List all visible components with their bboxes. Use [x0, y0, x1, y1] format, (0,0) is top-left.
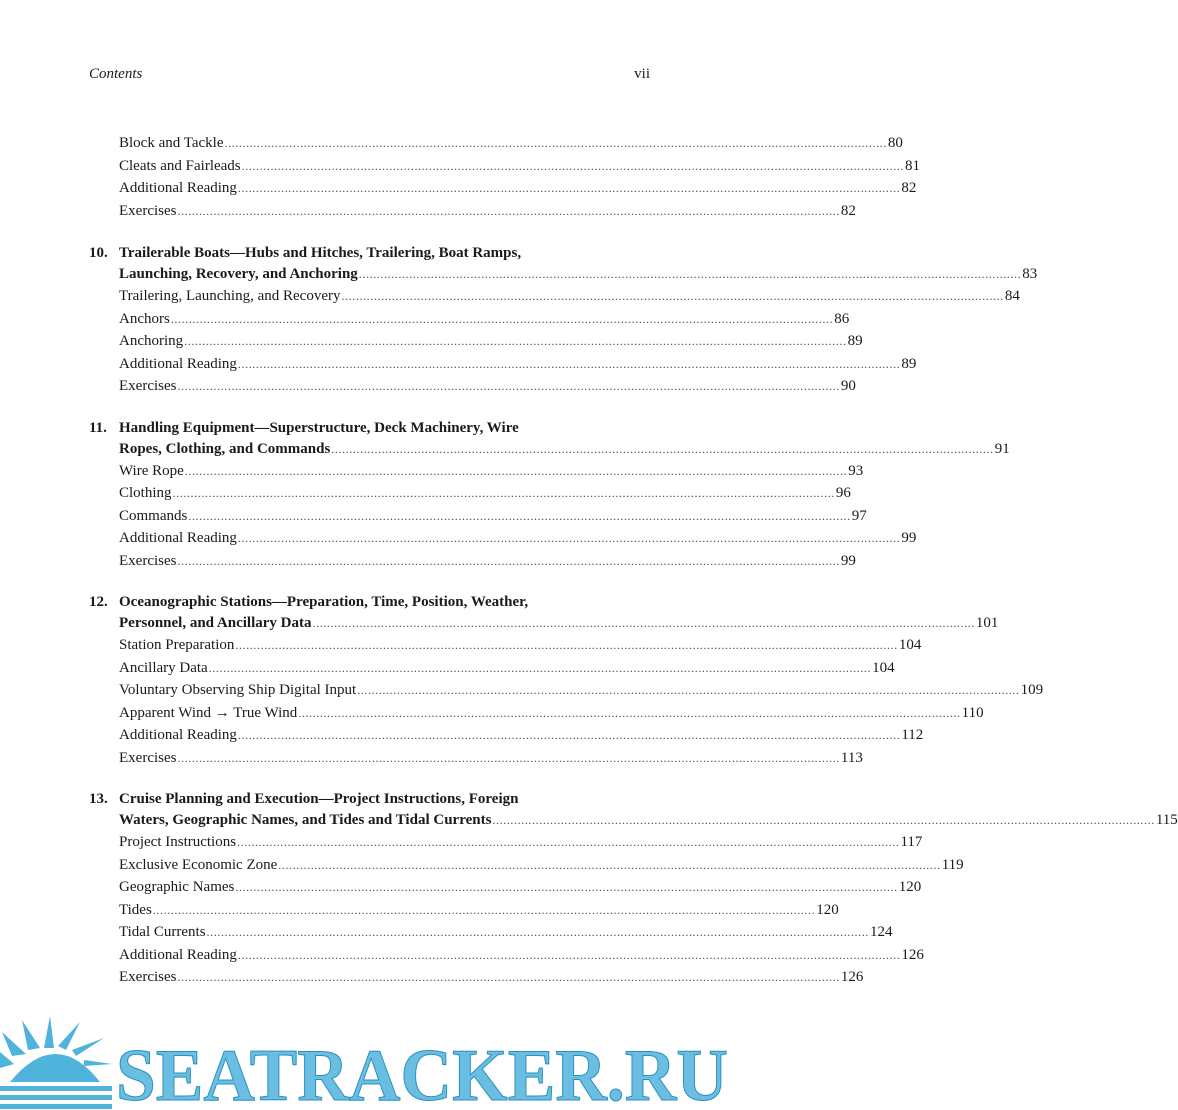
dot-leader: ........................................................................................................................................................................................	[206, 925, 869, 939]
toc-entry[interactable]	[89, 702, 984, 725]
sun-icon	[0, 1016, 112, 1109]
running-title: Contents	[89, 66, 143, 82]
entry-page: 80	[887, 135, 903, 151]
toc-entry[interactable]	[89, 177, 917, 200]
toc-entry[interactable]	[89, 527, 917, 550]
dot-leader: ........................................................................................................................................................................................	[188, 508, 851, 523]
entry-title: Additional Reading	[119, 355, 237, 372]
toc-entry[interactable]	[89, 679, 1044, 702]
chapter-title-line1: Cruise Planning and Execution—Project Instructions, Foreign	[119, 791, 519, 807]
entry-title: Exercises	[119, 969, 177, 985]
chapter-number: 13.	[89, 791, 108, 807]
dot-leader: ........................................................................................................................................................................................	[177, 379, 840, 393]
toc-entry[interactable]	[89, 854, 964, 877]
toc-entry[interactable]	[89, 657, 895, 680]
page-number: vii	[634, 66, 650, 82]
dot-leader: ........................................................................................................................................................................................	[184, 463, 848, 478]
dot-leader: ........................................................................................................................................................................................	[331, 441, 994, 456]
toc-entry[interactable]	[89, 550, 856, 573]
dot-leader: ........................................................................................................................................................................................	[358, 267, 1022, 281]
entry-page: 82	[840, 202, 856, 219]
chapter-12	[89, 592, 1044, 769]
entry-title: Anchors	[119, 310, 170, 327]
entry-page: 119	[941, 856, 964, 873]
toc-entry[interactable]	[89, 921, 893, 944]
chapter-page: 83	[1022, 266, 1038, 282]
entry-title: Tides	[119, 901, 152, 918]
entry-title: Cleats and Fairleads	[119, 157, 241, 174]
toc-entry[interactable]	[89, 876, 922, 899]
entry-page: 104	[898, 637, 922, 653]
dot-leader: ........................................................................................................................................................................................	[184, 334, 847, 348]
entry-page: 97	[851, 507, 867, 524]
toc-entry[interactable]	[89, 899, 839, 922]
watermark-text: SEATRACKER.RU	[116, 1035, 728, 1110]
entry-page: 113	[840, 749, 863, 766]
toc-entry[interactable]	[89, 460, 864, 483]
toc-entry[interactable]	[89, 353, 917, 376]
toc-entry[interactable]	[89, 831, 923, 854]
toc-entry[interactable]	[89, 966, 864, 989]
toc-entry[interactable]	[89, 724, 924, 747]
entry-page: 104	[872, 659, 895, 676]
entry-page: 120	[898, 879, 922, 895]
entry-title: Clothing	[119, 485, 172, 501]
dot-leader: ........................................................................................................................................................................................	[172, 486, 835, 500]
chapter-10	[89, 243, 1038, 398]
chapter-title-line2: Personnel, and Ancillary Data	[119, 615, 312, 631]
entry-page: 89	[901, 355, 917, 372]
dot-leader: ........................................................................................................................................................................................	[237, 356, 901, 371]
entry-title: Exercises	[119, 378, 177, 394]
table-of-contents	[89, 132, 1178, 1009]
entry-title: Voluntary Observing Ship Digital Input	[119, 682, 357, 698]
toc-entry[interactable]	[89, 482, 851, 505]
seatracker-watermark	[0, 1020, 735, 1110]
entry-title: Additional Reading	[119, 727, 237, 743]
chapter-title-line1: Handling Equipment—Superstructure, Deck Machinery, Wire	[119, 419, 519, 436]
dot-leader: ........................................................................................................................................................................................	[177, 553, 840, 568]
chapter-page: 91	[994, 440, 1010, 457]
entry-page: 124	[869, 924, 893, 940]
entry-title: Geographic Names	[119, 879, 235, 895]
toc-entry[interactable]	[89, 285, 1020, 308]
entry-page: 117	[900, 834, 923, 850]
dot-leader: ........................................................................................................................................................................................	[357, 683, 1020, 697]
dot-leader: ........................................................................................................................................................................................	[492, 813, 1155, 827]
toc-entry[interactable]	[89, 308, 850, 331]
entry-title: Block and Tackle	[119, 135, 224, 151]
entry-title: Anchoring	[119, 333, 184, 349]
entry-title: Apparent Wind → True Wind	[119, 704, 298, 721]
dot-leader: ........................................................................................................................................................................................	[341, 289, 1004, 303]
dot-leader: ........................................................................................................................................................................................	[237, 728, 901, 742]
entry-page: 89	[847, 333, 863, 349]
dot-leader: ........................................................................................................................................................................................	[278, 857, 941, 872]
chapter-title-line2: Ropes, Clothing, and Commands	[119, 440, 331, 457]
entry-page: 84	[1004, 288, 1020, 304]
chapter-page: 115	[1155, 812, 1178, 828]
entry-title: Additional Reading	[119, 946, 237, 963]
chapter-title-line2: Launching, Recovery, and Anchoring	[119, 266, 358, 282]
entry-title: Ancillary Data	[119, 659, 208, 676]
page-header	[89, 66, 650, 83]
dot-leader: ........................................................................................................................................................................................	[237, 531, 901, 545]
entry-title: Exercises	[119, 749, 177, 766]
entry-title: Exclusive Economic Zone	[119, 856, 278, 873]
dot-leader: ........................................................................................................................................................................................	[152, 902, 816, 917]
toc-entry[interactable]	[89, 505, 867, 528]
chapter-11	[89, 418, 1010, 573]
toc-entry[interactable]	[89, 944, 924, 967]
toc-entry[interactable]	[89, 155, 921, 178]
chapter-13	[89, 789, 1178, 989]
entry-title: Commands	[119, 507, 188, 524]
entry-page: 126	[840, 969, 864, 985]
entry-page: 99	[901, 530, 917, 546]
entry-title: Exercises	[119, 552, 177, 569]
toc-entry[interactable]	[89, 747, 863, 770]
dot-leader: ........................................................................................................................................................................................	[235, 880, 898, 894]
chapter-title-line1: Oceanographic Stations—Preparation, Time, Position, Weather,	[119, 594, 529, 610]
entry-title: Tidal Currents	[119, 924, 206, 940]
dot-leader: ........................................................................................................................................................................................	[237, 835, 900, 849]
entry-page: 93	[848, 462, 864, 479]
entry-page: 120	[816, 901, 839, 918]
entry-page: 112	[901, 727, 924, 743]
chapter-number: 10.	[89, 245, 108, 261]
entry-title: Station Preparation	[119, 637, 235, 653]
toc-entry[interactable]	[89, 375, 856, 398]
toc-entry[interactable]	[89, 132, 903, 155]
dot-leader: ........................................................................................................................................................................................	[235, 638, 898, 652]
dot-leader: ........................................................................................................................................................................................	[237, 947, 901, 962]
toc-entry[interactable]	[89, 200, 856, 223]
chapter-number: 11.	[89, 419, 107, 436]
chapter-heading[interactable]	[89, 789, 1178, 831]
entry-page: 110	[961, 704, 984, 721]
entry-title: Project Instructions	[119, 834, 237, 850]
dot-leader: ........................................................................................................................................................................................	[241, 158, 905, 173]
entry-title: Wire Rope	[119, 462, 184, 479]
chapter-number: 12.	[89, 594, 108, 610]
entry-page: 126	[901, 946, 924, 963]
dot-leader: ........................................................................................................................................................................................	[224, 136, 887, 150]
dot-leader: ........................................................................................................................................................................................	[208, 660, 872, 675]
chapter-heading[interactable]	[89, 592, 999, 634]
entry-title: Additional Reading	[119, 180, 237, 196]
entry-page: 90	[840, 378, 856, 394]
dot-leader: ........................................................................................................................................................................................	[237, 181, 901, 195]
entry-page: 82	[901, 180, 917, 196]
chapter-title-line2: Waters, Geographic Names, and Tides and Tidal Currents	[119, 812, 492, 828]
dot-leader: ........................................................................................................................................................................................	[312, 616, 975, 630]
prelude-section	[89, 132, 921, 222]
chapter-heading[interactable]	[89, 418, 1010, 460]
dot-leader: ........................................................................................................................................................................................	[177, 203, 840, 218]
toc-entry[interactable]	[89, 330, 863, 353]
chapter-title-line1: Trailerable Boats—Hubs and Hitches, Trailering, Boat Ramps,	[119, 245, 522, 261]
toc-entry[interactable]	[89, 634, 922, 657]
entry-page: 86	[834, 310, 850, 327]
chapter-heading[interactable]	[89, 243, 1038, 285]
dot-leader: ........................................................................................................................................................................................	[170, 311, 834, 326]
dot-leader: ........................................................................................................................................................................................	[298, 705, 961, 720]
entry-title: Additional Reading	[119, 530, 237, 546]
entry-page: 109	[1020, 682, 1044, 698]
entry-title: Trailering, Launching, and Recovery	[119, 288, 341, 304]
entry-page: 81	[905, 157, 921, 174]
dot-leader: ........................................................................................................................................................................................	[177, 970, 840, 984]
entry-page: 96	[835, 485, 851, 501]
dot-leader: ........................................................................................................................................................................................	[177, 750, 840, 765]
entry-page: 99	[840, 552, 856, 569]
chapter-page: 101	[975, 615, 999, 631]
entry-title: Exercises	[119, 202, 177, 219]
